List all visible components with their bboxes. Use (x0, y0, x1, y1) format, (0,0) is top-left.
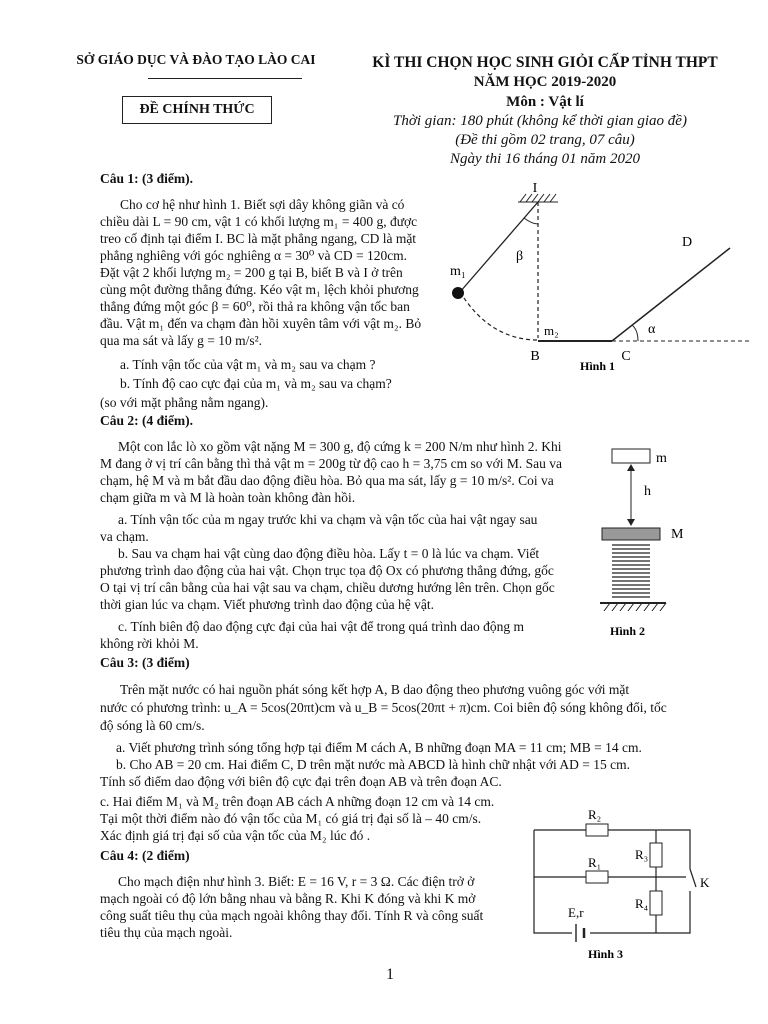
beta-label: β (516, 249, 524, 264)
string (460, 202, 538, 292)
department-name: SỞ GIÁO DỤC VÀ ĐÀO TẠO LÀO CAI (76, 52, 316, 67)
resistor-r3 (650, 843, 662, 867)
q2-part-a: va chạm. (100, 529, 149, 544)
figure-1-caption: Hình 1 (580, 359, 616, 373)
q2-line: M đang ở vị trí cân bằng thì thả vật m = 200g từ độ cao h = 3,75 cm so với M. Sau va (100, 456, 563, 471)
q2-part-b: O tại vị trí cân bằng của hai vật sau va chạm, chiều dương hướng lên trên. Chọn gốc (100, 580, 555, 595)
figure-1 (440, 180, 760, 375)
q1-title: Câu 1: (3 điểm). (100, 171, 193, 186)
mass-M (602, 528, 660, 540)
q4-line: Cho mạch điện như hình 3. Biết: E = 16 V, r = 3 Ω. Các điện trở ở (118, 874, 475, 889)
resistor-r1 (586, 871, 608, 883)
q1-line: đầu. Vật m₁ đến va chạm đàn hồi xuyên tâm với vật m₂. Bỏ (100, 316, 422, 331)
m2-label: m₂ (544, 323, 559, 338)
r1-label: R₁ (588, 855, 602, 870)
q2-part-b: phương trình dao động của hai vật. Chọn trục tọa độ Ox có phương thẳng đứng, gốc (100, 563, 554, 578)
source-label: E,r (568, 905, 584, 920)
q1-part-b-note: (so với mặt phẳng nằm ngang). (100, 395, 269, 410)
q1-line: Đặt vật 2 khối lượng m₂ = 200 g tại B, biết B và I ở trên (100, 265, 403, 280)
q2-part-c: không rời khỏi M. (100, 636, 199, 651)
q4-line: công suất tiêu thụ của mạch ngoài không thay đổi. Tính R và công suất (100, 908, 484, 923)
q3-part-b: Tính số điểm dao động với biên độ cực đại trên đoạn AB và trên đoạn AC. (100, 774, 502, 789)
point-b-label: B (530, 349, 540, 364)
q1-line: thẳng đứng một góc β = 60⁰, rồi thả ra không vận tốc ban (100, 299, 410, 314)
q2-part-b: b. Sau va chạm hai vật cùng dao động điều hòa. Lấy t = 0 là lúc va chạm. Viết (118, 546, 540, 561)
page-number: 1 (386, 966, 394, 983)
q3-line: độ sóng là 60 cm/s. (100, 718, 205, 733)
subject: Môn : Vật lí (506, 94, 584, 110)
exam-title: KÌ THI CHỌN HỌC SINH GIỎI CẤP TỈNH THPT (372, 54, 718, 71)
mass-m (612, 449, 650, 463)
q3-part-c: Tại một thời điểm nào đó vận tốc của M₁ có giá trị đại số là – 40 cm/s. (100, 811, 482, 826)
exam-date: Ngày thi 16 tháng 01 năm 2020 (450, 151, 640, 167)
k-label: K (700, 875, 710, 890)
q4-line: mạch ngoài có độ lớn bằng nhau và bằng R. Khi K đóng và khi K mở (100, 891, 476, 906)
figure-2-caption: Hình 2 (610, 624, 646, 638)
school-year: NĂM HỌC 2019-2020 (473, 74, 617, 90)
figure-3-caption: Hình 3 (588, 947, 624, 961)
q1-line: qua ma sát và lấy g = 10 m/s². (100, 333, 263, 348)
q2-title: Câu 2: (4 điểm). (100, 413, 193, 428)
q1-line: treo cố định tại điểm I. BC là mặt phẳng ngang, CD là mặt (100, 231, 417, 246)
q2-part-c: c. Tính biên độ dao động cực đại của hai vật để trong quá trình dao động m (118, 619, 524, 634)
exam-time: Thời gian: 180 phút (không kể thời gian giao đề) (393, 113, 687, 129)
q1-part-b: b. Tính độ cao cực đại của m₁ và m₂ sau va chạm? (120, 376, 392, 391)
r3-label: R₃ (635, 847, 649, 862)
beta-arc (524, 218, 538, 224)
point-i-label: I (532, 181, 538, 196)
m1-label: m₁ (450, 264, 466, 279)
arrow-head-bottom (627, 519, 635, 526)
q3-part-a: a. Viết phương trình sóng tổng hợp tại điểm M cách A, B những đoạn MA = 11 cm; MB = 14 cm. (116, 740, 642, 755)
q3-part-c: Xác định giá trị đại số của vận tốc của M₂ lúc đó . (100, 828, 371, 843)
mass-m1 (452, 287, 464, 299)
h-label: h (644, 484, 651, 499)
page-count: (Đề thi gồm 02 trang, 07 câu) (455, 132, 635, 148)
q1-part-a: a. Tính vận tốc của vật m₁ và m₂ sau va chạm ? (120, 357, 376, 372)
r2-label: R₂ (588, 807, 602, 822)
spring (612, 545, 650, 597)
switch-gap (686, 869, 694, 891)
q1-line: Cho cơ hệ như hình 1. Biết sợi dây không giãn và có (120, 197, 405, 212)
q3-title: Câu 3: (3 điểm) (100, 655, 190, 670)
q3-line: Trên mặt nước có hai nguồn phát sóng kết hợp A, B dao động theo phương vuông góc với mặt (120, 682, 630, 697)
q2-part-b: thời gian lúc va chạm. Viết phương trình dao động của hệ vật. (100, 597, 434, 612)
ground-hatch (604, 603, 666, 611)
M-label: M (671, 527, 684, 542)
arrow-head-top (627, 464, 635, 471)
resistor-r2 (586, 824, 608, 836)
wire-right (534, 830, 690, 933)
header-divider (148, 78, 302, 79)
point-d-label: D (682, 235, 693, 250)
incline-cd (612, 248, 730, 341)
alpha-arc (632, 325, 638, 341)
ceiling-hatch (518, 194, 558, 202)
m-label: m (656, 451, 667, 466)
figure-3 (528, 805, 728, 965)
resistor-r4 (650, 891, 662, 915)
wire-top (534, 830, 572, 933)
point-c-label: C (621, 349, 631, 364)
q3-part-b: b. Cho AB = 20 cm. Hai điểm C, D trên mặt nước mà ABCD là hình chữ nhật với AD = 15 cm. (116, 757, 630, 772)
alpha-label: α (648, 322, 656, 337)
swing-path (460, 292, 538, 340)
q4-line: tiêu thụ của mạch ngoài. (100, 925, 233, 940)
q1-line: chiều dài L = 90 cm, vật 1 có khối lượng m₁ = 400 g, được (100, 214, 418, 229)
official-label-box: ĐỀ CHÍNH THỨC (122, 96, 272, 124)
q1-line: phẳng nghiêng với góc nghiêng α = 30⁰ và CD = 120cm. (100, 248, 408, 263)
figure-2 (596, 445, 696, 645)
q2-line: Một con lắc lò xo gồm vật nặng M = 300 g, độ cứng k = 200 N/m như hình 2. Khi (118, 439, 562, 454)
q4-title: Câu 4: (2 điểm) (100, 848, 190, 863)
q2-line: chạm giữa m và M là hoàn toàn không đàn hồi. (100, 490, 356, 505)
r4-label: R₄ (635, 896, 649, 911)
q2-line: chạm, hệ M và m bắt đầu dao động điều hòa. Bỏ qua ma sát, lấy g = 10 m/s². Coi va (100, 473, 554, 488)
q2-part-a: a. Tính vận tốc của m ngay trước khi va chạm và vận tốc của hai vật ngay sau (118, 512, 538, 527)
q3-part-c: c. Hai điểm M₁ và M₂ trên đoạn AB cách A những đoạn 12 cm và 14 cm. (100, 794, 495, 809)
q1-line: cùng một đường thẳng đứng. Kéo vật m₁ lệch khỏi phương (100, 282, 419, 297)
q3-line: nước có phương trình: u_A = 5cos(20πt)cm và u_B = 5cos(20πt + π)cm. Coi biên độ sóng không đổi, tốc (100, 700, 667, 715)
